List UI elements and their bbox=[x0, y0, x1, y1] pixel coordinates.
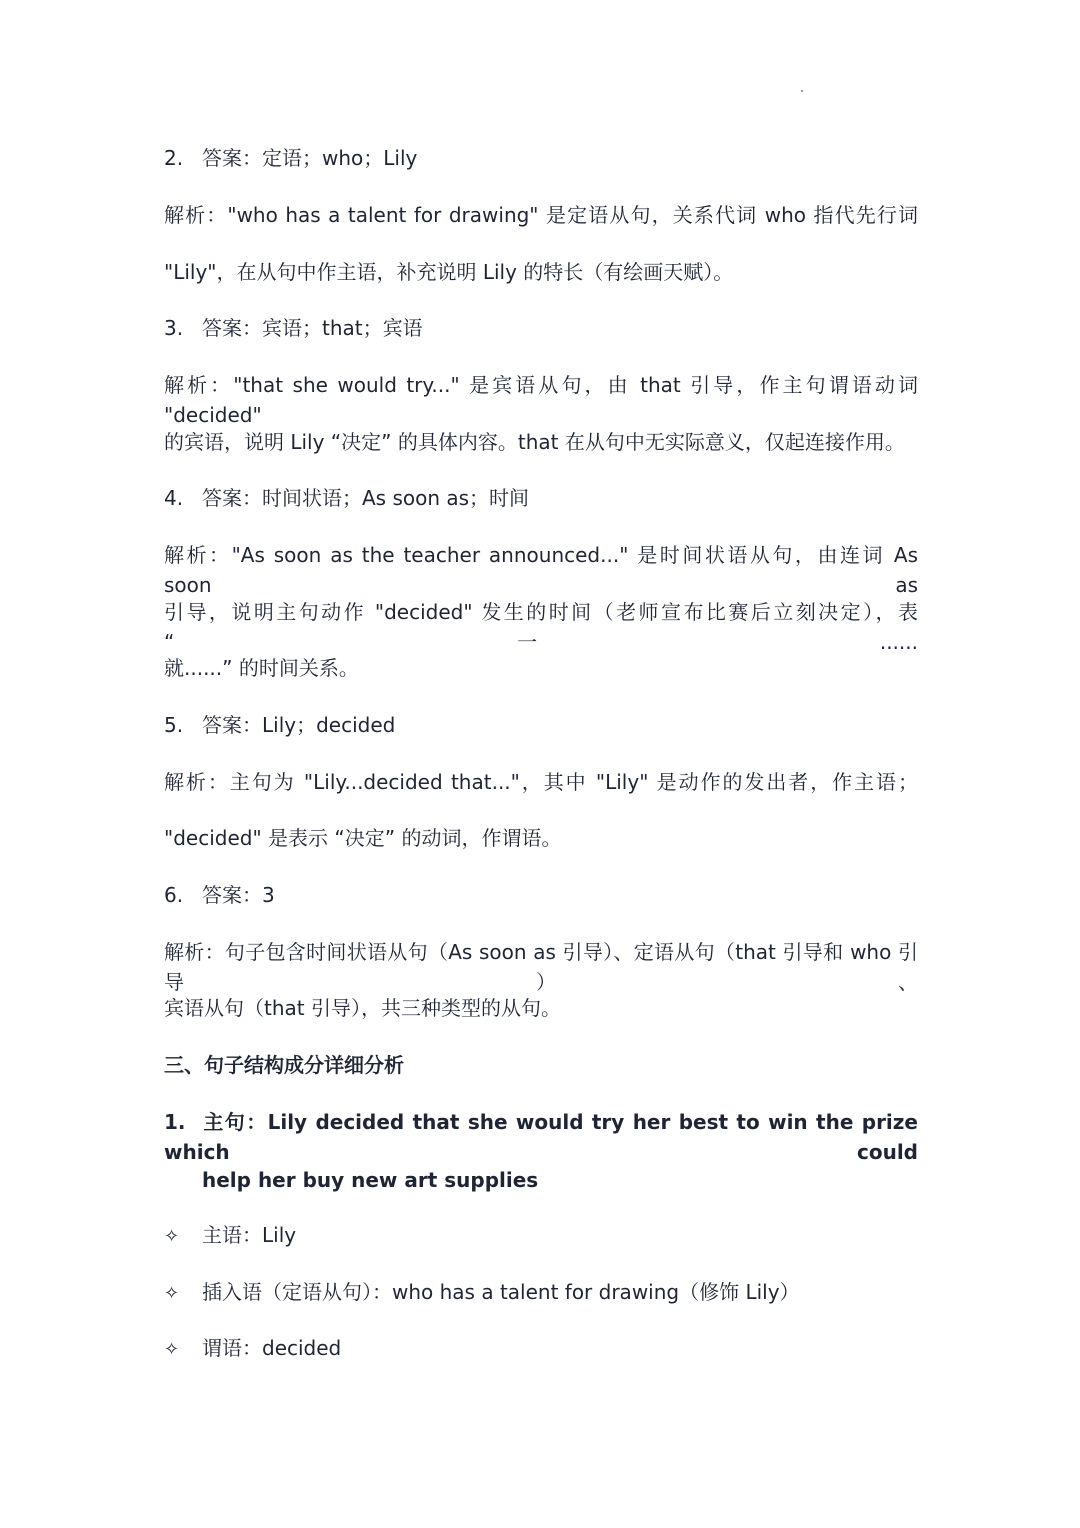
sparkle-bullet-icon: ✧ bbox=[164, 1339, 180, 1360]
bullet-item: ✧ 主语：Lily bbox=[164, 1220, 296, 1252]
analysis-line: 就......” 的时间关系。 bbox=[164, 656, 359, 680]
answer-line-6: 6. 答案：3 bbox=[164, 883, 275, 907]
bullet-item: ✧ 插入语（定语从句）：who has a talent for drawing（修饰 Lily） bbox=[164, 1277, 800, 1309]
main-clause-line-2: help her buy new art supplies bbox=[202, 1168, 539, 1192]
analysis-line: 引导，说明主句动作 "decided" 发生的时间（老师宣布比赛后立刻决定），表 “一...... bbox=[164, 600, 918, 654]
main-clause-line-1: 1. 主句：Lily decided that she would try her best to win the prize which could bbox=[164, 1110, 918, 1164]
bullet-item: ✧ 谓语：decided bbox=[164, 1333, 341, 1365]
sparkle-bullet-icon: ✧ bbox=[164, 1283, 180, 1304]
analysis-line: 解析：主句为 "Lily...decided that..."，其中 "Lily" 是动作的发出者，作主语； bbox=[164, 770, 918, 794]
answer-line-5: 5. 答案：Lily；decided bbox=[164, 713, 396, 737]
analysis-line: 解析："As soon as the teacher announced..." 是时间状语从句，由连词 As soon as bbox=[164, 543, 918, 597]
analysis-line: 宾语从句（that 引导），共三种类型的从句。 bbox=[164, 996, 561, 1020]
sparkle-bullet-icon: ✧ bbox=[164, 1226, 180, 1247]
analysis-line: 解析："who has a talent for drawing" 是定语从句，关系代词 who 指代先行词 bbox=[164, 203, 918, 227]
scan-speck bbox=[801, 90, 803, 92]
answer-line-4: 4. 答案：时间状语；As soon as；时间 bbox=[164, 486, 530, 510]
analysis-line: "Lily"，在从句中作主语，补充说明 Lily 的特长（有绘画天赋）。 bbox=[164, 260, 734, 284]
section-title: 三、句子结构成分详细分析 bbox=[164, 1053, 404, 1077]
analysis-line: 的宾语，说明 Lily “决定” 的具体内容。that 在从句中无实际意义，仅起连接作用。 bbox=[164, 430, 905, 454]
analysis-line: 解析："that she would try..." 是宾语从句，由 that 引导，作主句谓语动词 "decided" bbox=[164, 373, 918, 427]
analysis-line: "decided" 是表示 “决定” 的动词，作谓语。 bbox=[164, 826, 562, 850]
answer-line-3: 3. 答案：宾语；that；宾语 bbox=[164, 316, 423, 340]
analysis-line: 解析：句子包含时间状语从句（As soon as 引导）、定语从句（that 引导和 who 引导）、 bbox=[164, 940, 918, 994]
answer-line-2: 2. 答案：定语；who；Lily bbox=[164, 146, 418, 170]
